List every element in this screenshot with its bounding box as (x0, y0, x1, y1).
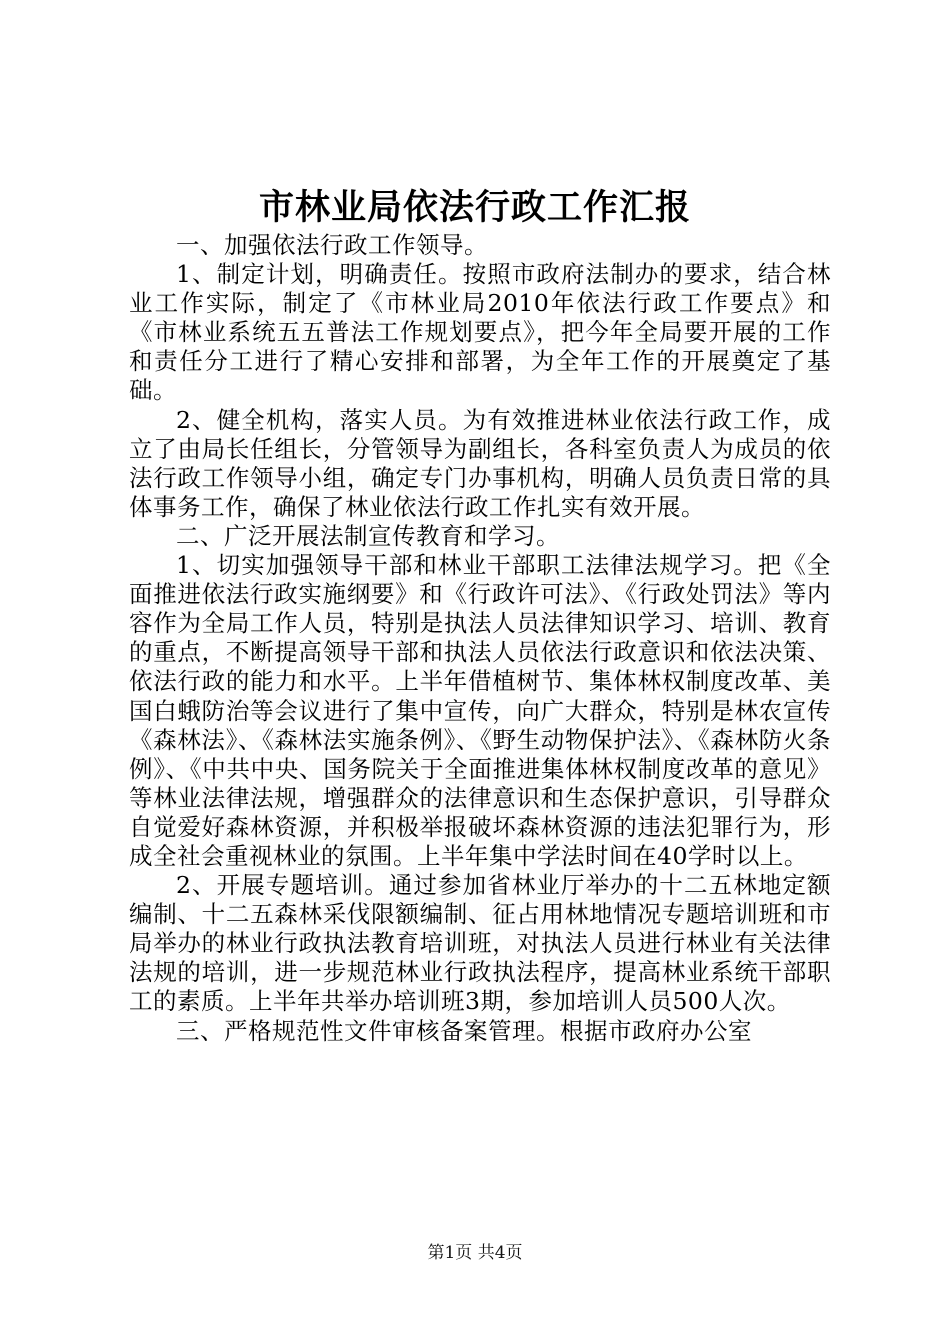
section-heading-3: 三、严格规范性文件审核备案管理。根据市政府办公室 (176, 1016, 752, 1045)
page-footer: 第1页 共4页 (427, 1243, 523, 1263)
paragraph-training: 2、开展专题培训。通过参加省林业厅举办的十二五林地定额编制、十二五森林采伐限额编制、征占用林地情况专题培训班和市局举办的林业行政执法教育培训班，对执法人员进行林业有关法律法规的培训，进一步规范林业行政执法程序，提高林业系统干部职工的素质。上半年共举办培训班3期，参加培训人员500人次。 (129, 871, 831, 1016)
paragraph-organization: 2、健全机构，落实人员。为有效推进林业依法行政工作，成立了由局长任组长，分管领导为副组长，各科室负责人为成员的依法行政工作领导小组，确定专门办事机构，明确人员负责日常的具体事务工作，确保了林业依法行政工作扎实有效开展。 (129, 405, 831, 521)
paragraph-plan: 1、制定计划，明确责任。按照市政府法制办的要求，结合林业工作实际，制定了《市林业局2010年依法行政工作要点》和《市林业系统五五普法工作规划要点》，把今年全局要开展的工作和责任分工进行了精心安排和部署，为全年工作的开展奠定了基础。 (129, 260, 831, 405)
section-heading-1: 一、加强依法行政工作领导。 (176, 231, 488, 259)
section-heading-2: 二、广泛开展法制宣传教育和学习。 (176, 521, 560, 550)
document-title: 市林业局依法行政工作汇报 (258, 187, 691, 228)
paragraph-legal-study: 1、切实加强领导干部和林业干部职工法律法规学习。把《全面推进依法行政实施纲要》和《行政许可法》、《行政处罚法》等内容作为全局工作人员，特别是执法人员法律知识学习、培训、教育的重点，不断提高领导干部和执法人员依法行政意识和依法决策、依法行政的能力和水平。上半年借植树节、集体林权制度改革、美国白蛾防治等会议进行了集中宣传，向广大群众，特别是林农宣传《森林法》、《森林法实施条例》、《野生动物保护法》、《森林防火条例》、《中共中央、国务院关于全面推进集体林权制度改革的意见》等林业法律法规，增强群众的法律意识和生态保护意识，引导群众自觉爱好森林资源，并积极举报破坏森林资源的违法犯罪行为，形成全社会重视林业的氛围。上半年集中学法时间在40学时以上。 (129, 551, 831, 870)
document-body (129, 231, 831, 1046)
